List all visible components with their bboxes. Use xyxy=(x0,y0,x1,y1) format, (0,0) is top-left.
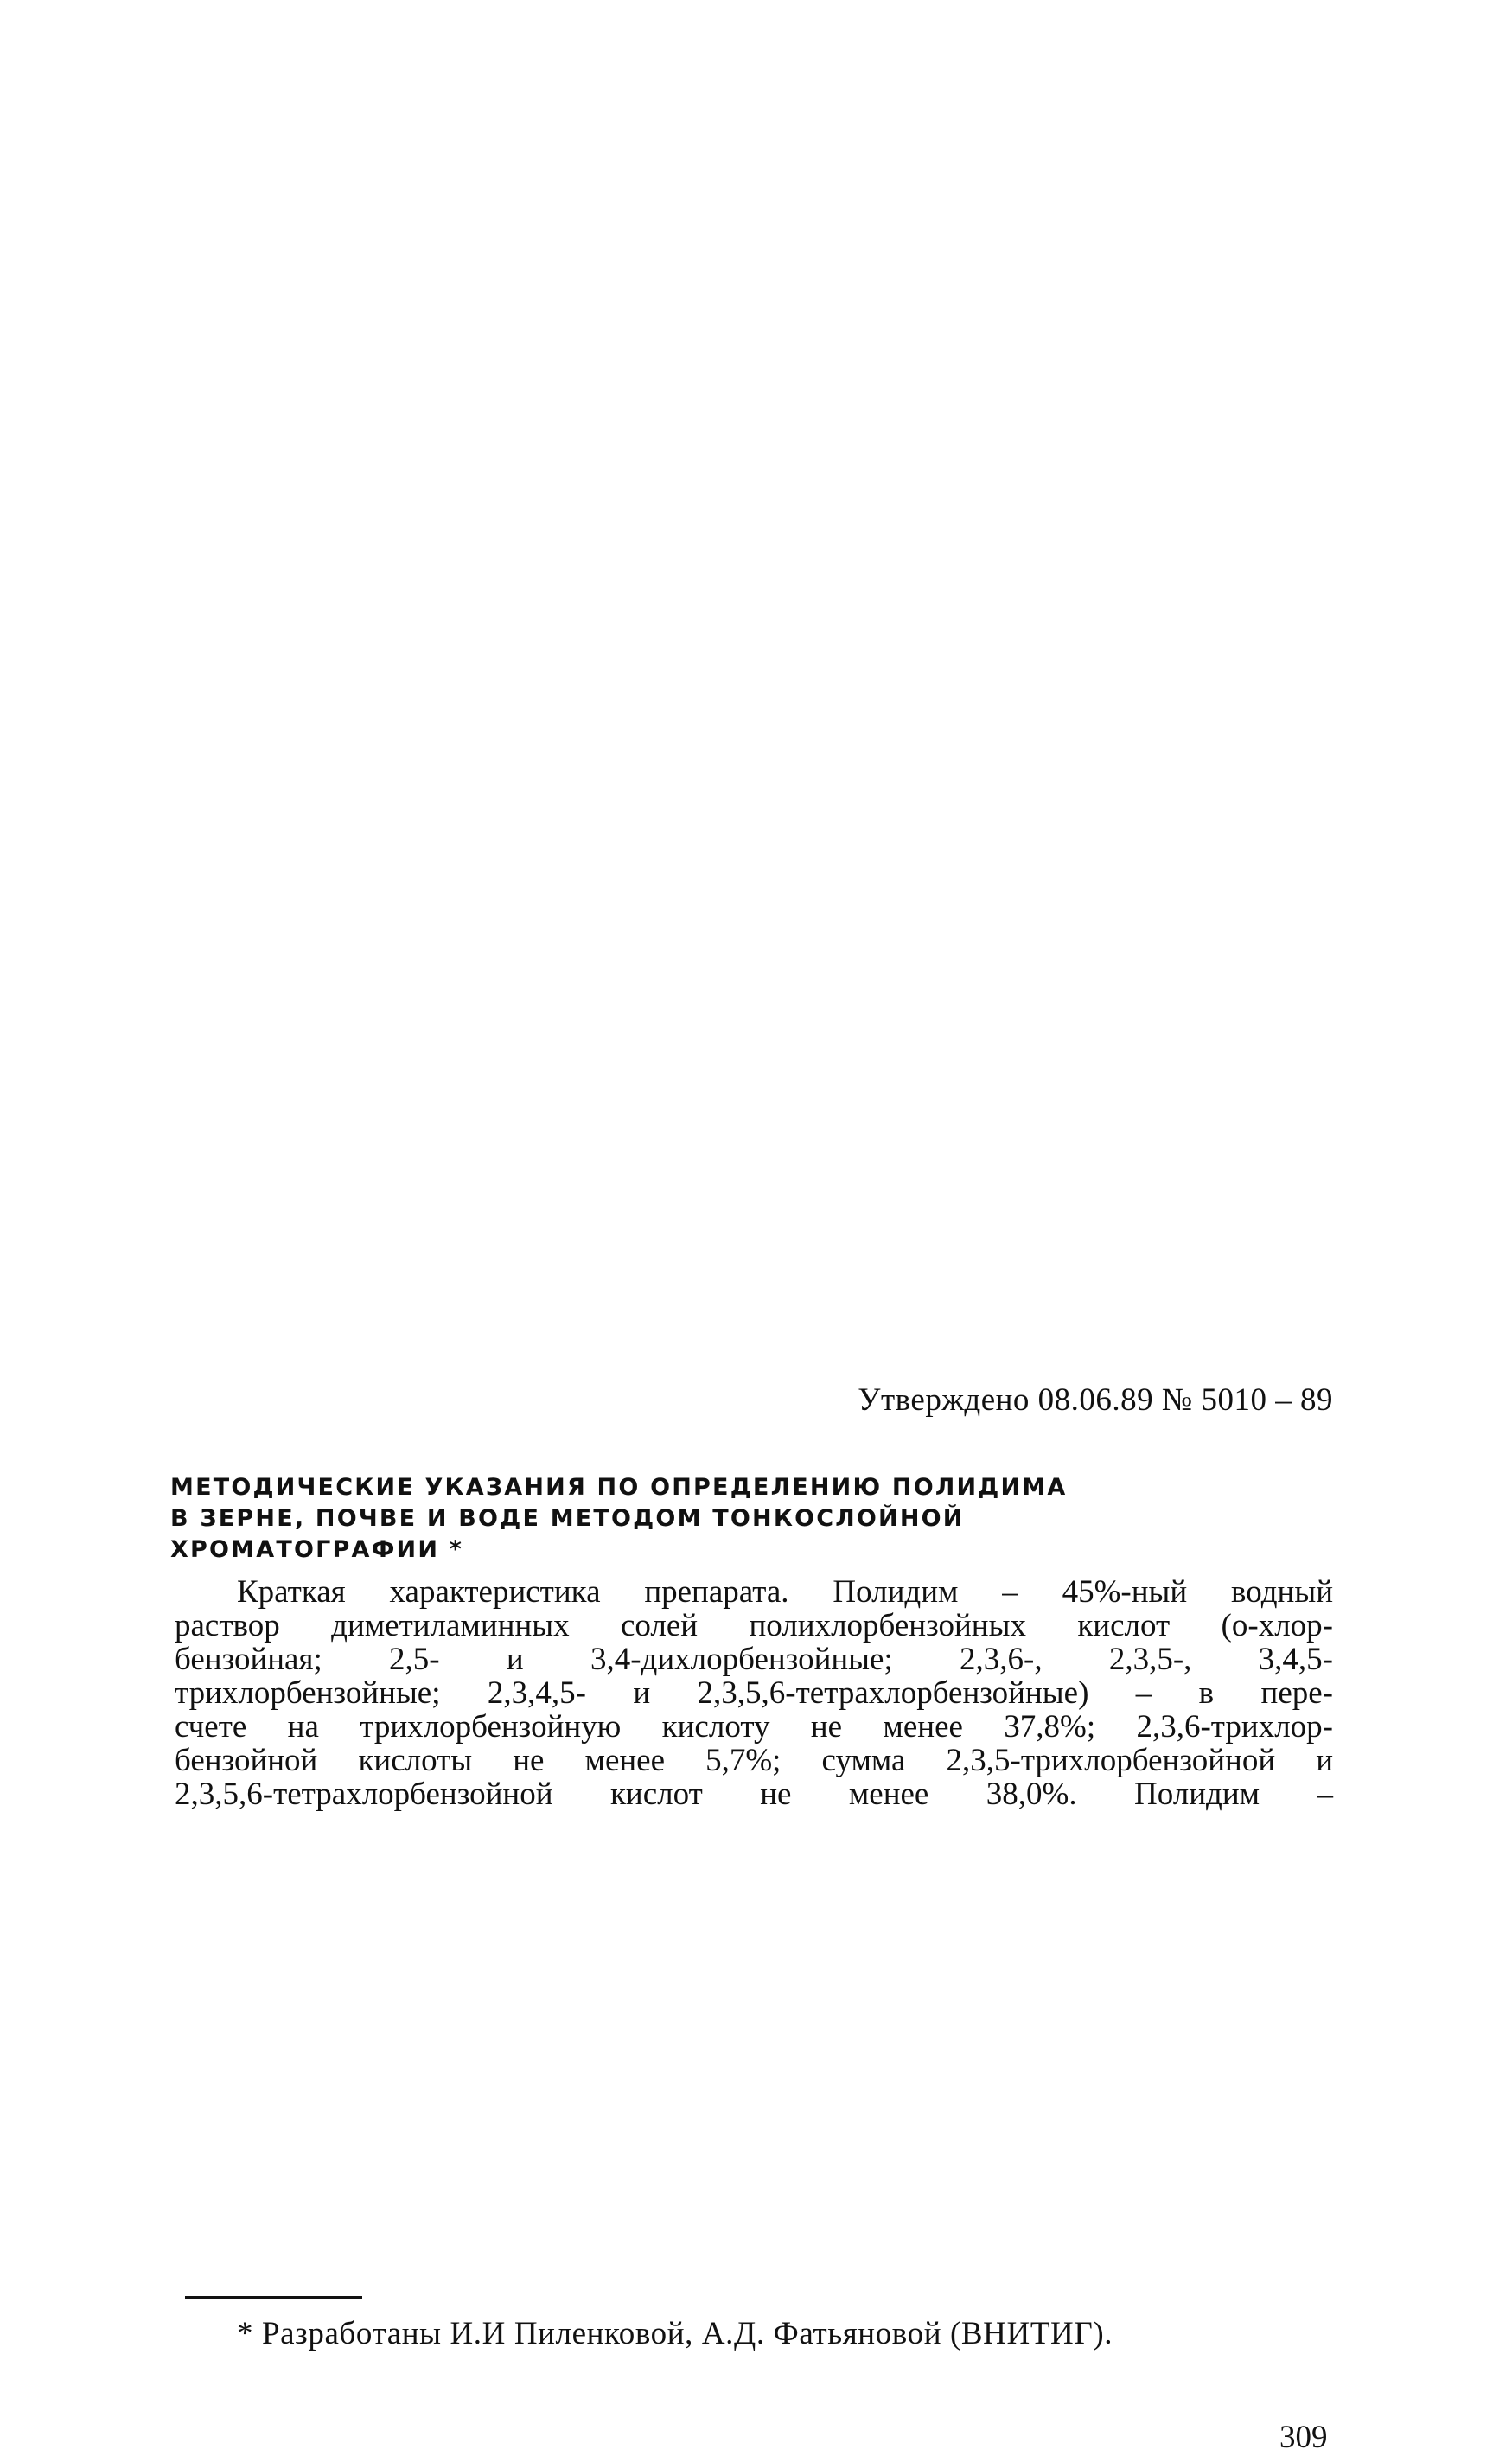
title-line-1: МЕТОДИЧЕСКИЕ УКАЗАНИЯ ПО ОПРЕДЕЛЕНИЮ ПОЛИДИМА xyxy=(170,1474,1068,1501)
page-number: 309 xyxy=(1279,2420,1328,2455)
body-line-6: бензойной кислоты не менее 5,7%; сумма 2,3,5-трихлорбензойной и xyxy=(175,1743,1333,1778)
footnote: * Разработаны И.И Пиленковой, А.Д. Фатьяновой (ВНИТИГ). xyxy=(237,2316,1113,2351)
footnote-divider xyxy=(185,2296,362,2299)
body-paragraph xyxy=(175,1575,1333,1811)
body-line-3: бензойная; 2,5- и 3,4-дихлорбензойные; 2,3,6-, 2,3,5-, 3,4,5- xyxy=(175,1642,1333,1677)
title-line-2: В ЗЕРНЕ, ПОЧВЕ И ВОДЕ МЕТОДОМ ТОНКОСЛОЙНОЙ xyxy=(170,1505,965,1532)
body-line-7: 2,3,5,6-тетрахлорбензойной кислот не менее 38,0%. Полидим – xyxy=(175,1777,1333,1812)
body-line-5: счете на трихлорбензойную кислоту не менее 37,8%; 2,3,6-трихлор- xyxy=(175,1709,1333,1745)
document-title xyxy=(170,1472,1294,1566)
approval-line: Утверждено 08.06.89 № 5010 – 89 xyxy=(858,1382,1333,1418)
body-line-4: трихлорбензойные; 2,3,4,5- и 2,3,5,6-тетрахлорбензойные) – в пере- xyxy=(175,1675,1333,1711)
title-line-3: ХРОМАТОГРАФИИ * xyxy=(170,1536,464,1563)
body-line-2: раствор диметиламинных солей полихлорбензойных кислот (о-хлор- xyxy=(175,1608,1333,1643)
body-line-1: Краткая характеристика препарата. Полидим – 45%-ный водный xyxy=(237,1574,1333,1610)
